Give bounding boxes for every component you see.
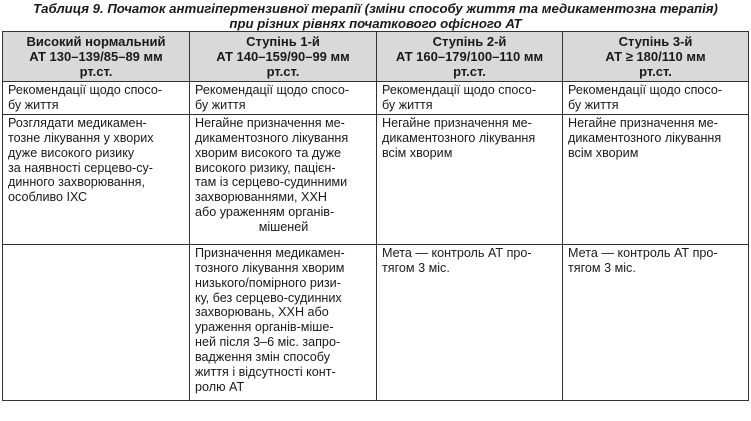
cell-line: Рекомендації щодо спосо- (568, 83, 723, 97)
cell-line: Мета — контроль АТ про- (568, 245, 718, 260)
header-row (3, 32, 749, 82)
cell-line: тозне лікування у хворих (8, 130, 154, 145)
header-line: рт.ст. (453, 64, 486, 79)
table-row (3, 82, 749, 115)
table-cell (3, 82, 190, 115)
cell-line: Негайне призначення ме- (568, 115, 718, 130)
cell-line: дикаментозного лікування (568, 130, 722, 145)
cell-line: тягом 3 міс. (568, 260, 636, 275)
header-line: АТ 130–139/85–89 мм (29, 49, 163, 64)
cell-line: Рекомендації щодо спосо- (195, 83, 350, 97)
cell-line: тягом 3 міс. (382, 260, 450, 275)
header-line: Ступінь 2-й (432, 34, 507, 49)
cell-line: ролю АТ (195, 379, 245, 394)
cell-line: захворювань, ХХН або (195, 305, 329, 320)
cell-line: мішеней (258, 220, 309, 235)
table-cell (3, 114, 190, 244)
cell-line: особливо ІХС (8, 190, 88, 205)
cell-line: бу життя (568, 97, 619, 112)
cell-line: Рекомендації щодо спосо- (8, 83, 163, 97)
header-high-normal (3, 32, 190, 82)
table-cell (377, 82, 563, 115)
table-row (3, 244, 749, 400)
table-cell (190, 114, 377, 244)
cell-line: Рекомендації щодо спосо- (382, 83, 537, 97)
table-cell (563, 244, 749, 400)
cell-line: дикаментозного лікування (195, 130, 349, 145)
table-cell (563, 114, 749, 244)
header-line: рт.ст. (639, 64, 672, 79)
cell-line: вадження змін способу (195, 350, 331, 365)
header-line: Високий нормальний (26, 34, 166, 49)
cell-line: захворюваннями, ХХН (195, 190, 327, 205)
header-line: рт.ст. (266, 64, 300, 79)
header-grade-3 (563, 32, 749, 82)
header-line: рт.ст. (79, 64, 113, 79)
cell-line: бу життя (195, 97, 246, 112)
cell-line: ку, без серцево-судинних (195, 290, 342, 305)
cell-line: Негайне призначення ме- (382, 115, 532, 130)
cell-line: за наявності серцево-су- (8, 160, 153, 175)
cell-line: або ураженням органів- (195, 205, 335, 220)
cell-line: ураження органів-міше- (195, 320, 334, 335)
cell-line: життя і відсутності конт- (195, 365, 336, 380)
header-line: АТ 140–159/90–99 мм (216, 49, 350, 64)
cell-line: Негайне призначення ме- (195, 115, 345, 130)
caption-line-2: при різних рівнях початкового офісного АТ (229, 15, 522, 31)
cell-line: дикаментозного лікування (382, 130, 536, 145)
table-cell (377, 244, 563, 400)
header-grade-1 (190, 32, 377, 82)
cell-line: дуже високого ризику (8, 145, 135, 160)
header-line: Ступінь 1-й (246, 34, 320, 49)
table-caption (2, 0, 749, 31)
caption-line-1: Таблиця 9. Початок антигіпертензивної терапії (зміни способу життя та медикаментозна терапія) (33, 1, 718, 16)
cell-line: там із серцево-судинними (195, 175, 348, 190)
therapy-table (2, 31, 749, 401)
table-row (3, 114, 749, 244)
cell-line: хворим високого та дуже (195, 145, 342, 160)
cell-line: низького/помірного ризи- (195, 275, 341, 290)
cell-line: Мета — контроль АТ про- (382, 245, 532, 260)
cell-line: Призначення медикамен- (195, 245, 345, 260)
header-line: АТ ≥ 180/110 мм (605, 49, 706, 64)
cell-line: всім хворим (382, 145, 453, 160)
header-line: АТ 160–179/100–110 мм (395, 49, 544, 64)
header-line: Ступінь 3-й (618, 34, 693, 49)
cell-line: бу життя (382, 97, 433, 112)
cell-line: динного захворювання, (8, 175, 145, 190)
cell-line: ней після 3–6 міс. запро- (195, 335, 341, 350)
table-cell (563, 82, 749, 115)
table-cell (377, 114, 563, 244)
table-cell (190, 82, 377, 115)
table-cell-empty (3, 244, 190, 400)
header-grade-2 (377, 32, 563, 82)
table-cell (190, 244, 377, 400)
cell-line: всім хворим (568, 145, 639, 160)
cell-line: тозного лікування хворим (195, 260, 345, 275)
cell-line: Розглядати медикамен- (8, 115, 147, 130)
cell-line: високого ризику, пацієн- (195, 160, 336, 175)
cell-line: бу життя (8, 97, 59, 112)
